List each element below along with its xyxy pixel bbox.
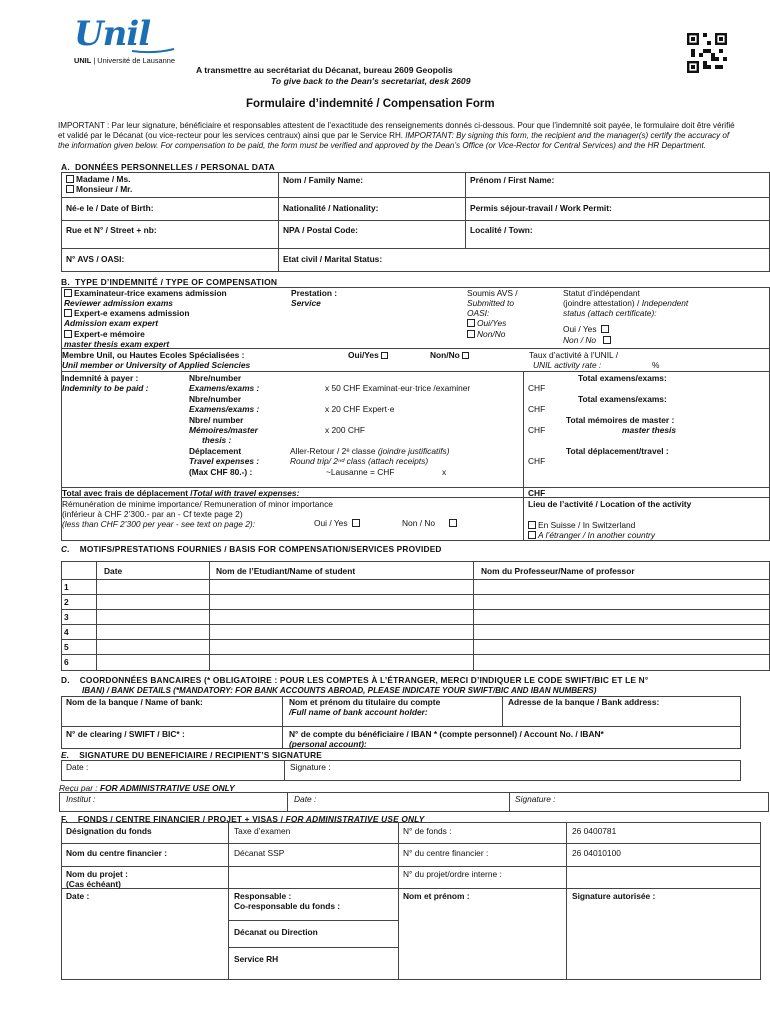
dean-office-label[interactable]: Décanat ou Direction: [234, 927, 318, 937]
bank-name-field[interactable]: Nom de la banque / Name of bank:: [66, 697, 203, 707]
minor-line3: (less than CHF 2’300 per year - see text on page 2):: [62, 519, 256, 529]
first-name-field[interactable]: Prénom / First Name:: [470, 175, 555, 185]
row4-travel-label-en[interactable]: Travel expenses :: [189, 456, 260, 466]
location-abroad-option[interactable]: [528, 530, 655, 540]
member-yes-checkbox[interactable]: [381, 352, 388, 359]
marital-status-field[interactable]: Etat civil / Marital Status:: [283, 254, 383, 264]
independent-no-checkbox[interactable]: [603, 336, 611, 344]
option-examiner[interactable]: [64, 288, 227, 298]
table-row[interactable]: 5: [64, 642, 69, 652]
admin-received: Reçu par : FOR ADMINISTRATIVE USE ONLY: [59, 783, 235, 793]
financial-centre-value[interactable]: Décanat SSP: [234, 848, 285, 858]
location-ch-option[interactable]: [528, 520, 635, 530]
avs-yes-option[interactable]: [467, 318, 506, 328]
section-e-letter: E.: [61, 750, 70, 760]
thesis-expert-checkbox[interactable]: [64, 330, 72, 338]
row3-thesis-label[interactable]: Mémoires/master: [189, 425, 258, 435]
birth-date-field[interactable]: Né-e le / Date of Birth:: [66, 203, 154, 213]
unil-logo: Unil UNIL | Université de Lausanne: [74, 18, 184, 66]
location-abroad-label: A l’étranger / In another country: [538, 530, 656, 540]
admin-table: [59, 792, 769, 812]
avs-field[interactable]: N° AVS / OASI:: [66, 254, 125, 264]
avs-submitted-en1: Submitted to: [467, 298, 515, 308]
option-thesis-expert[interactable]: [64, 329, 145, 339]
co-responsible-label: Co-responsable du fonds :: [234, 901, 341, 911]
section-e-title: SIGNATURE DU BENEFICIAIRE / RECIPIENT’S SIGNATURE: [79, 750, 323, 760]
avs-submitted-en2: OASI:: [467, 308, 490, 318]
row3-thesis-label2: thesis :: [202, 435, 232, 445]
bank-address-field[interactable]: Adresse de la banque / Bank address:: [508, 697, 660, 707]
thesis-expert-label-en: master thesis exam expert: [64, 339, 170, 349]
table-row[interactable]: 6: [64, 657, 69, 667]
postal-code-field[interactable]: NPA / Postal Code:: [283, 225, 358, 235]
expert-label: Expert-e examens admission: [74, 308, 190, 318]
indemnity-label-en: Indemnity to be paid :: [62, 383, 149, 393]
section-d-heading: [61, 675, 648, 685]
name-firstname-label[interactable]: Nom et prénom :: [403, 891, 470, 901]
minor-no-option[interactable]: [402, 518, 459, 528]
independent-no-option[interactable]: [563, 335, 613, 345]
row4-travel-label: Déplacement: [189, 446, 242, 456]
row2-number-label: Nbre/number: [189, 394, 242, 404]
avs-no-option[interactable]: [467, 329, 505, 339]
minor-yes-option[interactable]: [314, 518, 362, 528]
member-no-checkbox[interactable]: [462, 352, 469, 359]
admin-date-field[interactable]: Date :: [294, 794, 317, 804]
prestation-label-en: Service: [291, 298, 321, 308]
responsible-label[interactable]: Responsable :: [234, 891, 292, 901]
important-fr: IMPORTANT : Par leur signature, bénéficiaire et responsables attestent de l’exactitude des renseignements donnés ci-dessous. Pour que l’indemnité soit payée, le formulaire doit être vérifié et validé par le Décanat (ou vice-recteur pour les services centraux) ainsi que par le Service RH.: [58, 121, 735, 140]
avs-yes-label: Oui/Yes: [477, 318, 507, 328]
minor-line1: Rémunération de minime importance/ Remuneration of minor importance: [62, 499, 333, 509]
independent-yes-option[interactable]: [563, 324, 611, 334]
project-number-label: N° du projet/ordre interne :: [403, 869, 502, 879]
section-c-title: MOTIFS/PRESTATIONS FOURNIES / BASIS FOR COMPENSATION/SERVICES PROVIDED: [79, 544, 442, 554]
row3-total-en: master thesis: [622, 425, 676, 435]
section-f-letter: F.: [61, 814, 68, 824]
row1-number-label: Nbre/number: [189, 373, 242, 383]
row1-rate: x 50 CHF Examinat·eur·trice /examiner: [325, 383, 471, 393]
visa-date-label[interactable]: Date :: [66, 891, 90, 901]
grand-total-chf: CHF: [528, 488, 546, 498]
work-permit-field[interactable]: Permis séjour-travail / Work Permit:: [470, 203, 612, 213]
expert-label-en: Admission exam expert: [64, 318, 159, 328]
section-c-heading: [61, 544, 442, 554]
project-name-label2: (Cas échéant): [66, 879, 121, 889]
table-row[interactable]: 4: [64, 627, 69, 637]
authorized-signature-label[interactable]: Signature autorisée :: [572, 891, 656, 901]
independent-yes-label: Oui / Yes: [563, 324, 597, 334]
row1-total[interactable]: Total examens/exams:: [578, 373, 667, 383]
hr-service-label[interactable]: Service RH: [234, 954, 279, 964]
section-c-letter: C.: [61, 544, 70, 554]
section-d-title2: IBAN) / BANK DETAILS (*MANDATORY: FOR BANK ACCOUNTS ABROAD, PLEASE INDICATE YOUR SWIFT/BIC AND IBAN NUMBERS): [82, 686, 597, 695]
logo-org: UNIL: [74, 56, 92, 65]
row3-total[interactable]: Total mémoires de master :: [566, 415, 675, 425]
monsieur-label: Monsieur / Mr.: [76, 184, 133, 194]
grand-total-label[interactable]: Total avec frais de déplacement /Total with travel expenses:: [62, 488, 300, 498]
important-en: IMPORTANT: By signing this form, the recipient and the manager(s) certify the accuracy of the information given below. For compensation to be paid, the form must be verified and approved by the Dean’s Office (or Vice-Rector for Central Services) and the HR Department.: [58, 130, 730, 150]
section-a-table: [61, 172, 770, 272]
iban-field-en: (personal account):: [289, 739, 367, 749]
option-expert[interactable]: [64, 308, 189, 318]
row3-rate: x 200 CHF: [325, 425, 366, 435]
table-row[interactable]: 3: [64, 612, 69, 622]
col-date-header: Date: [104, 566, 123, 576]
thesis-expert-label: Expert-e mémoire: [74, 329, 145, 339]
section-f-title-en: FOR ADMINISTRATIVE USE ONLY: [285, 814, 425, 824]
minor-no-label: Non / No: [402, 518, 436, 528]
row4-calc-line2: Round trip/ 2ⁿᵈ class (attach receipts): [290, 456, 429, 466]
financial-centre-number-label: N° du centre financier :: [403, 848, 489, 858]
member-yes-option[interactable]: [348, 350, 390, 360]
section-a-title: DONNÉES PERSONNELLES / PERSONAL DATA: [75, 162, 275, 172]
independent-line3: status (attach certificate):: [563, 308, 657, 318]
member-no-label: Non/No: [430, 350, 460, 360]
madame-option[interactable]: [66, 174, 130, 184]
member-label-en: Unil member or University of Applied Sciencies: [62, 360, 251, 370]
examiner-label-en: Reviewer admission exams: [64, 298, 173, 308]
recipient-date-field[interactable]: Date :: [66, 762, 89, 772]
section-e-table: [61, 760, 741, 781]
row4-calc-x: x: [442, 467, 447, 477]
street-field[interactable]: Rue et N° / Street + nb:: [66, 225, 157, 235]
fund-designation-label: Désignation du fonds: [66, 826, 152, 836]
member-label: Membre Unil, ou Hautes Ecoles Spécialisées :: [62, 350, 245, 360]
row3-number-label: Nbre/ number: [189, 415, 244, 425]
section-b-letter: B.: [61, 277, 70, 287]
row2-chf: CHF: [528, 404, 546, 414]
examiner-label: Examinateur-trice examens admission: [74, 288, 227, 298]
col-student-header: Nom de l’Etudiant/Name of student: [216, 566, 356, 576]
important-note: [58, 121, 738, 151]
location-ch-label: En Suisse / In Switzerland: [538, 520, 636, 530]
independent-yes-checkbox[interactable]: [601, 325, 609, 333]
independent-label: Statut d’indépendant: [563, 288, 640, 298]
section-a-heading: [61, 162, 275, 172]
indemnity-label: Indemnité à payer :: [62, 373, 139, 383]
table-row[interactable]: 2: [64, 597, 69, 607]
financial-centre-label: Nom du centre financier :: [66, 848, 167, 858]
monsieur-checkbox[interactable]: [66, 185, 74, 193]
expert-checkbox[interactable]: [64, 309, 72, 317]
section-b-title: TYPE D’INDEMNITÉ / TYPE OF COMPENSATION: [75, 277, 278, 287]
page-title: Formulaire d’indemnité / Compensation Form: [246, 98, 495, 110]
section-f-title: FONDS / CENTRE FINANCIER / PROJET + VISAS /: [77, 814, 284, 824]
row4-chf: CHF: [528, 456, 546, 466]
row2-total[interactable]: Total examens/exams:: [578, 394, 667, 404]
financial-centre-number-value[interactable]: 26 04010100: [572, 848, 621, 858]
member-no-option[interactable]: [430, 350, 471, 360]
section-a-letter: A.: [61, 162, 70, 172]
row1-exams-label[interactable]: Examens/exams :: [189, 383, 260, 393]
madame-checkbox[interactable]: [66, 175, 74, 183]
section-b-heading: [61, 277, 277, 287]
fund-designation-value[interactable]: Taxe d’examen: [234, 826, 291, 836]
minor-yes-checkbox[interactable]: [352, 519, 360, 527]
table-row[interactable]: 1: [64, 582, 69, 592]
row2-rate: x 20 CHF Expert·e: [325, 404, 395, 414]
section-e-heading: [61, 750, 322, 760]
account-holder-field[interactable]: Nom et prénom du titulaire du compte: [289, 697, 441, 707]
location-title: Lieu de l’activité / Location of the activity: [528, 499, 692, 509]
examiner-checkbox[interactable]: [64, 289, 72, 297]
recipient-signature-field[interactable]: Signature :: [290, 762, 331, 772]
activity-rate-label-en: UNIL activity rate :: [533, 360, 602, 370]
col-professor-header: Nom du Professeur/Name of professor: [481, 566, 635, 576]
independent-line2: (joindre attestation) / Independent: [563, 298, 689, 308]
minor-yes-label: Oui / Yes: [314, 518, 348, 528]
prestation-label: Prestation :: [291, 288, 338, 298]
avs-no-checkbox[interactable]: [467, 330, 475, 338]
minor-no-checkbox[interactable]: [449, 519, 457, 527]
activity-rate-unit: %: [652, 360, 660, 370]
monsieur-option[interactable]: [66, 184, 132, 194]
row4-travel-max: (Max CHF 80.-) :: [189, 467, 253, 477]
project-name-label: Nom du projet :: [66, 869, 128, 879]
location-abroad-checkbox[interactable]: [528, 531, 536, 539]
town-field[interactable]: Localité / Town:: [470, 225, 533, 235]
swift-field[interactable]: N° de clearing / SWIFT / BIC* :: [66, 729, 185, 739]
row4-total[interactable]: Total déplacement/travel :: [566, 446, 669, 456]
qr-code-icon: [687, 33, 727, 73]
family-name-field[interactable]: Nom / Family Name:: [283, 175, 364, 185]
independent-no-label: Non / No: [563, 335, 597, 345]
nationality-field[interactable]: Nationalité / Nationality:: [283, 203, 379, 213]
row3-chf: CHF: [528, 425, 546, 435]
row1-chf: CHF: [528, 383, 546, 393]
admin-institute-field[interactable]: Institut :: [66, 794, 96, 804]
account-holder-field-en: /Full name of bank account holder:: [289, 707, 428, 717]
madame-label: Madame / Ms.: [76, 174, 131, 184]
activity-rate-label: Taux d’activité à l’UNIL /: [529, 350, 619, 360]
location-ch-checkbox[interactable]: [528, 521, 536, 529]
section-d-title1: COORDONNÉES BANCAIRES (* OBLIGATOIRE : POUR LES COMPTES À L’ÉTRANGER, MERCI D’INDIQUER LE CODE SWIFT/BIC ET LE N°: [79, 675, 649, 685]
avs-no-label: Non/No: [477, 329, 506, 339]
minor-line2: (inférieur à CHF 2’300.- par an - Cf texte page 2): [62, 509, 243, 519]
row4-calc-line1: Aller-Retour / 2ᵉ classe (joindre justificatifs): [290, 446, 450, 456]
logo-wordmark: Unil: [74, 14, 151, 54]
transmit-en: To give back to the Dean's secretariat, desk 2609: [271, 76, 471, 86]
admin-signature-field[interactable]: Signature :: [515, 794, 556, 804]
member-yes-label: Oui/Yes: [348, 350, 379, 360]
section-d-letter: D.: [61, 675, 70, 685]
fund-number-value[interactable]: 26 0400781: [572, 826, 617, 836]
row2-exams-label[interactable]: Examens/exams :: [189, 404, 260, 414]
transmit-fr: A transmettre au secrétariat du Décanat, bureau 2609 Geopolis: [196, 65, 453, 75]
row4-calc-line3: ~Lausanne = CHF: [326, 467, 395, 477]
logo-subtitle: Université de Lausanne: [97, 56, 175, 65]
iban-field[interactable]: N° de compte du bénéficiaire / IBAN * (compte personnel) / Account No. / IBAN*: [289, 729, 604, 739]
fund-number-label: N° de fonds :: [403, 826, 452, 836]
avs-submitted-label: Soumis AVS /: [467, 288, 518, 298]
avs-yes-checkbox[interactable]: [467, 319, 475, 327]
